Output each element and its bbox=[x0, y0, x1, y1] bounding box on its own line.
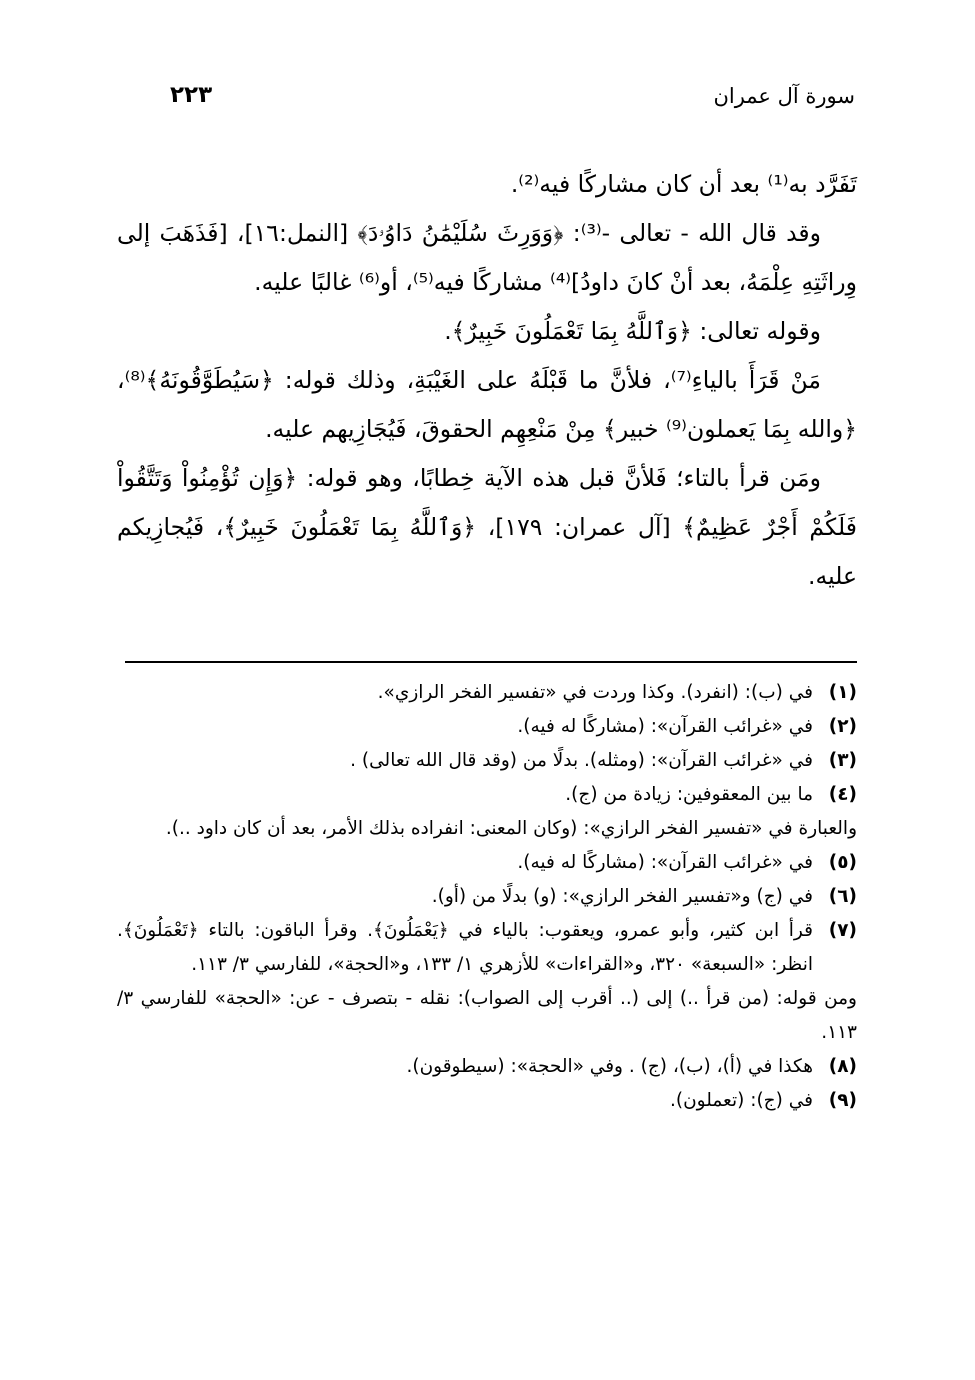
footnote-text: في (ب): (انفرد). وكذا وردت في «تفسير الفخر الرازي». bbox=[377, 682, 813, 703]
footnote-text: في (ج) و«تفسير الفخر الرازي»: (و) بدلًا من (أو). bbox=[431, 886, 813, 907]
footnote-number: (٩) bbox=[828, 1090, 857, 1111]
paragraph: ومَن قرأ بالتاء؛ فَلأنَّ قبل هذه الآية خِطابًا، وهو قوله: ﴿وَإِن تُؤْمِنُواْ وَتَتَّقُواْ فَلَكُمْ أَجْرٌ عَظِيمٌ﴾ [آل عمران: ١٧٩]، ﴿وَٱللَّهُ بِمَا تَعْمَلُونَ خَبِيرٌ﴾، فَيُجازِيكم عليه. bbox=[117, 464, 857, 590]
page-number: ٢٢٣ bbox=[170, 82, 213, 108]
footnote-continuation: ومن قوله: (من قرأ ..) إلى (.. أقرب إلى الصواب): نقله - بتصرف - عن: «الحجة» للفارسي ٣/ ١١٣. bbox=[117, 988, 857, 1043]
paragraph: وقوله تعالى: ﴿وَٱللَّهُ بِمَا تَعْمَلُونَ خَبِيرٌ﴾. bbox=[444, 317, 821, 345]
footnote bbox=[117, 778, 857, 812]
footnote-number: (٧) bbox=[828, 920, 857, 941]
running-head: سورة آل عمران bbox=[713, 84, 855, 108]
footnote-text: في «غرائب القرآن»: (مشاركًا له فيه). bbox=[517, 852, 813, 873]
paragraph: مَنْ قَرَأَ بالياءِ⁽⁷⁾، فلأنَّ ما قَبْلَهُ على الغَيْبَةِ، وذلك قوله: ﴿سَيُطَوَّقُونَهُ﴾⁽⁸⁾، ﴿والله بِمَا يَعملون⁽⁹⁾ خبير﴾ مِنْ مَنْعِهِم الحقوقَ، فَيُجَازِيهم عليه. bbox=[117, 366, 857, 443]
footnote-text: في «غرائب القرآن»: (ومثله). بدلًا من (وقد قال الله تعالى) . bbox=[350, 750, 813, 771]
footnote bbox=[117, 1050, 857, 1084]
footnote bbox=[117, 880, 857, 914]
paragraph: وقد قال الله - تعالى -⁽³⁾: ﴿وَوَرِثَ سُلَيْمَٰنُ دَاوُۥدَ﴾ [النمل:١٦]، [فَذَهَبَ إلى وِراثَتِهِ عِلْمَهُ، بعد أنْ كانَ داودُ]⁽⁴⁾ مشاركًا فيه⁽⁵⁾، أو⁽⁶⁾ غالبًا عليه. bbox=[117, 219, 857, 296]
footnote-number: (٣) bbox=[828, 750, 857, 771]
footnote-text: في «غرائب القرآن»: (مشاركًا له فيه). bbox=[517, 716, 813, 737]
footnote-number: (٢) bbox=[828, 716, 857, 737]
footnote-number: (٨) bbox=[828, 1056, 857, 1077]
footnote-number: (١) bbox=[828, 682, 857, 703]
main-text bbox=[117, 160, 857, 601]
footnotes bbox=[117, 676, 857, 1118]
footnote-continuation: والعبارة في «تفسير الفخر الرازي»: (وكان المعنى: انفراده بذلك الأمر، بعد أن كان داود ..). bbox=[165, 818, 857, 839]
footnote-text: قرأ ابن كثير، وأبو عمرو، ويعقوب: بالياء في ﴿يَعْمَلُونَ﴾. وقرأ الباقون: بالتاء ﴿تَعْمَلُونَ﴾. انظر: «السبعة» ٣٢٠، و«القراءات» للأزهري ١/ ١٣٣، و«الحجة»، للفارسي ٣/ ١١٣. bbox=[117, 920, 813, 975]
footnote bbox=[117, 846, 857, 880]
footnote-text: في (ج): (تعملون). bbox=[670, 1090, 813, 1111]
footnote-number: (٤) bbox=[828, 784, 857, 805]
footnote bbox=[117, 744, 857, 778]
footnote-number: (٦) bbox=[828, 886, 857, 907]
paragraph: تَفَرَّد به⁽¹⁾ بعد أن كان مشاركًا فيه⁽²⁾. bbox=[510, 170, 857, 198]
footnote bbox=[117, 914, 857, 982]
footnote-separator bbox=[125, 661, 857, 663]
footnote-number: (٥) bbox=[828, 852, 857, 873]
footnote bbox=[117, 1084, 857, 1118]
footnote-text: ما بين المعقوفين: زيادة من (ج). bbox=[565, 784, 813, 805]
footnote bbox=[117, 676, 857, 710]
footnote-text: هكذا في (أ)، (ب)، (ج) . وفي «الحجة»: (سيطوقون). bbox=[406, 1056, 813, 1077]
footnote bbox=[117, 710, 857, 744]
